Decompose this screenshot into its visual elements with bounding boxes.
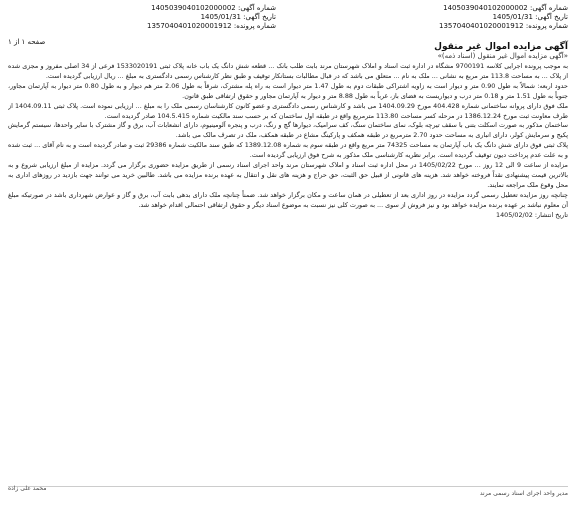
ad-date: تاریخ آگهی: 1405/01/31 xyxy=(492,13,568,21)
paragraph-4: ساختمان مذکور به صورت اسکلت بتنی با سقف تیرچه بلوک، نمای ساختمان سنگ، کف سرامیک، دیوارها گچ و رنگ، درب و پنجره آلومینیوم، دارای انشعابات آب، برق و گاز مشترک با سایر واحدها، سیستم گرمایش پکیج و سرمایش کولر، دارای انباری به مساحت حدود 2.70 مترمربع در طبقه همکف و پارکینگ مشاع در طبقه همکف، ملک در تصرف مالک می باشد. xyxy=(8,121,568,140)
paragraph-3: ملک فوق دارای پروانه ساختمانی شماره 404.428 مورخ 1404.09.29 می باشد و کارشناس رسمی دادگستری و عضو کانون کارشناسان رسمی ملک را به مبلغ ... ارزیابی نموده است. پلاک ثبتی 1404.09.11 از طرف معاونت ثبت مورخ 1386.12.24 در مرحله کسر مساحت 113.80 مترمربع واقع در طبقه اول ساختمان که بر حسب سند مالکیت شماره 104.5.415 صادر گردیده است. xyxy=(8,101,568,120)
ad-meta-left xyxy=(146,4,276,31)
footer-text: مدیر واحد اجرای اسناد رسمی مرند xyxy=(479,490,568,497)
paragraph-8: تاریخ انتشار: 1405/02/02 xyxy=(496,210,568,219)
ad-meta-right xyxy=(418,4,568,31)
signature: محمد علی زاده xyxy=(8,485,47,492)
paragraph-1: به موجب پرونده اجرایی کلاسه 9700191 مشگاه در اداره ثبت اسناد و املاک شهرستان مرند بابت طلب بانک ... قطعه شش دانگ یک باب خانه پلاک ثبتی 1533020191 فرعی از 34 اصلی مفروز و مجزی شده از پلاک ... به مساحت 113.8 متر مربع به نشانی ... ملک به نام ... متعلق می باشد که در قبال مطالبات بستانکار توقیف و طبق نظر کارشناس رسمی دادگستری به مبلغ ... ریال ارزیابی گردیده است. xyxy=(8,62,568,80)
page-title: آگهی مزایده اموال غیر منقول xyxy=(434,42,568,52)
case-number-2: شماره پرونده: 1357040401020001912 xyxy=(146,22,276,30)
paragraph-6: مزایده از ساعت 9 الی 12 روز ... مورخ 1405/02/22 در محل اداره ثبت اسناد و املاک شهرستان مرند واحد اجرای اسناد رسمی از طریق مزایده حضوری برگزار می گردد. مزایده از مبلغ ارزیابی شروع و به بالاترین قیمت پیشنهادی نقداً فروخته خواهد شد. هزینه های قانونی از قبیل حق الثبت، حق حراج و هزینه های نقل و انتقال به عهده برنده مزایده می باشد. طالبین خرید می توانند جهت بازدید در روزهای اداری به محل وقوع ملک مراجعه نمایند. xyxy=(8,161,568,189)
announcement-body xyxy=(8,62,568,492)
ad-number: شماره آگهی: 1405039040102000002 xyxy=(443,4,568,12)
ad-number-2: شماره آگهی: 1405039040102000002 xyxy=(151,4,276,12)
case-number: شماره پرونده: 1357040401020001912 xyxy=(438,22,568,30)
paragraph-7: چنانچه روز مزایده تعطیل رسمی گردد مزایده در روز اداری بعد از تعطیلی در همان ساعت و مکان برگزار خواهد شد. ضمناً چنانچه ملک دارای بدهی بابت آب، برق و گاز و عوارض شهرداری باشد در صورتیکه مبلغ آن معلوم نباشد بر عهده برنده مزایده خواهد بود و نیز فروش از سوی ... به صورت کلی نیز نسبت به موضوع اسناد دیگر و حقوق ارتفاقی احتمالی اقدام خواهد شد. xyxy=(8,190,568,209)
page-subtitle: «آگهی مزایده اموال غیر منقول (اسناد ذمه)» xyxy=(437,52,568,60)
document-footer xyxy=(8,486,568,506)
paragraph-5: پلاک ثبتی فوق دارای شش دانگ یک باب آپارتمان به مساحت 74325 متر مربع واقع در طبقه سوم به شماره 1389.12.08 که طبق سند مالکیت شماره 29386 ثبت و صادر گردیده است و به نام آقای ... ثبت شده و به علت عدم پرداخت دیون توقیف گردیده است. برابر نظریه کارشناسی ملک مذکور به شرح فوق ارزیابی گردیده است. xyxy=(8,141,568,160)
ad-date-2: تاریخ آگهی: 1405/01/31 xyxy=(200,13,276,21)
paragraph-2: حدود اربعه: شمالاً به طول 0.90 متر و دیوار است به زاویه اشتراکی طبقات دوم به طول 1.47 متر دیوار است به راه پله مشترک، شرقاً به طول 2.06 متر هم دیوار و به طول 0.80 متر دیوار به آپارتمان مجاور، جنوباً به طول 1.51 متر و 0.18 متر درب و دیواریست به فضای باز، غرباً به طول 8.88 متر و دیوار به آپارتمان مجاور و حقوق ارتفاقی طبق قانون. xyxy=(8,81,568,100)
document-header xyxy=(0,0,576,58)
page-number: صفحه ۱ از ۱ xyxy=(8,38,46,46)
